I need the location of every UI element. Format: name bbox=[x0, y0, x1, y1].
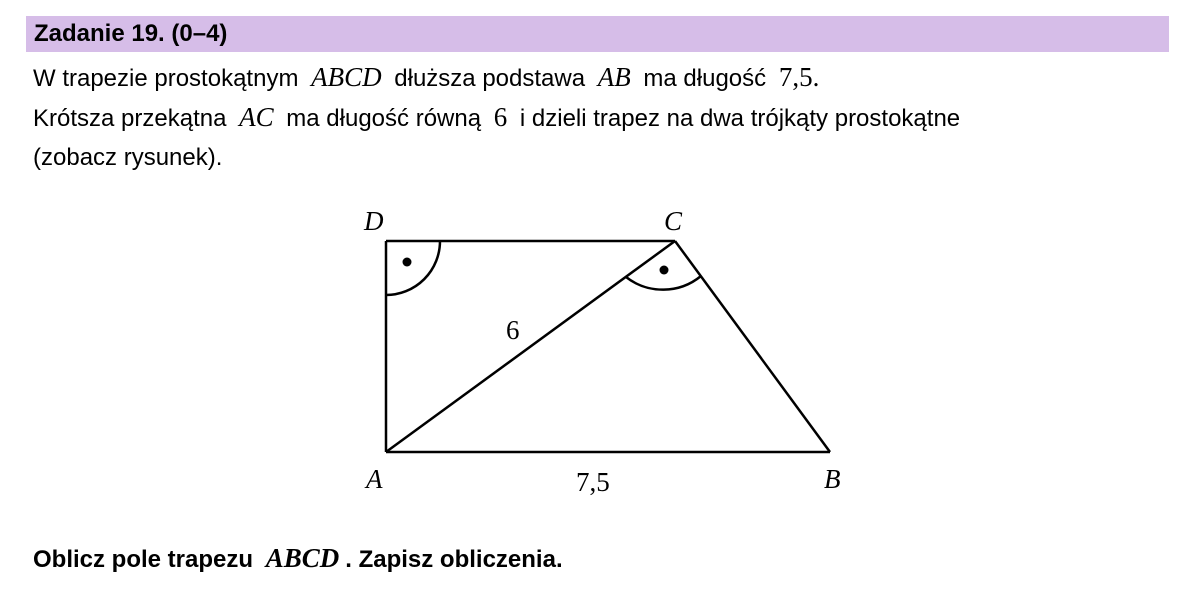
instruction-text: . Zapisz obliczenia. bbox=[345, 546, 563, 573]
statement-text: dłuższa podstawa bbox=[394, 65, 586, 92]
statement-text: ma długość bbox=[643, 65, 767, 92]
base-length-label: 7,5 bbox=[576, 467, 610, 497]
right-angle-dot-d bbox=[403, 258, 412, 267]
base-length-value: 7,5. bbox=[778, 62, 820, 92]
vertex-label-d: D bbox=[364, 206, 384, 236]
instruction-text: Oblicz pole trapezu bbox=[33, 546, 254, 573]
right-angle-dot-c bbox=[660, 266, 669, 275]
statement-line-3: (zobacz rysunek). bbox=[33, 144, 223, 171]
task-title: Zadanie 19. (0–4) bbox=[34, 20, 228, 47]
math-trapezoid-name: ABCD bbox=[311, 62, 382, 92]
right-angle-arc-d bbox=[386, 241, 440, 295]
vertex-label-a: A bbox=[366, 464, 383, 494]
math-base-name: AB bbox=[597, 62, 631, 92]
diagonal-length-label: 6 bbox=[506, 315, 520, 345]
vertex-label-b: B bbox=[824, 464, 841, 494]
statement-text: i dzieli trapez na dwa trójkąty prostokątne bbox=[519, 105, 961, 132]
statement-text: ma długość równą bbox=[286, 105, 482, 132]
diagonal-length-value: 6 bbox=[493, 102, 508, 132]
side-cb bbox=[675, 241, 830, 452]
statement-text: Krótsza przekątna bbox=[33, 105, 227, 132]
right-angle-arc-c bbox=[626, 276, 701, 290]
vertex-label-c: C bbox=[664, 206, 683, 236]
task-instruction bbox=[33, 543, 563, 575]
math-diagonal-name: AC bbox=[239, 102, 274, 132]
statement-text: W trapezie prostokątnym bbox=[33, 65, 299, 92]
math-trapezoid-name: ABCD bbox=[265, 543, 340, 573]
